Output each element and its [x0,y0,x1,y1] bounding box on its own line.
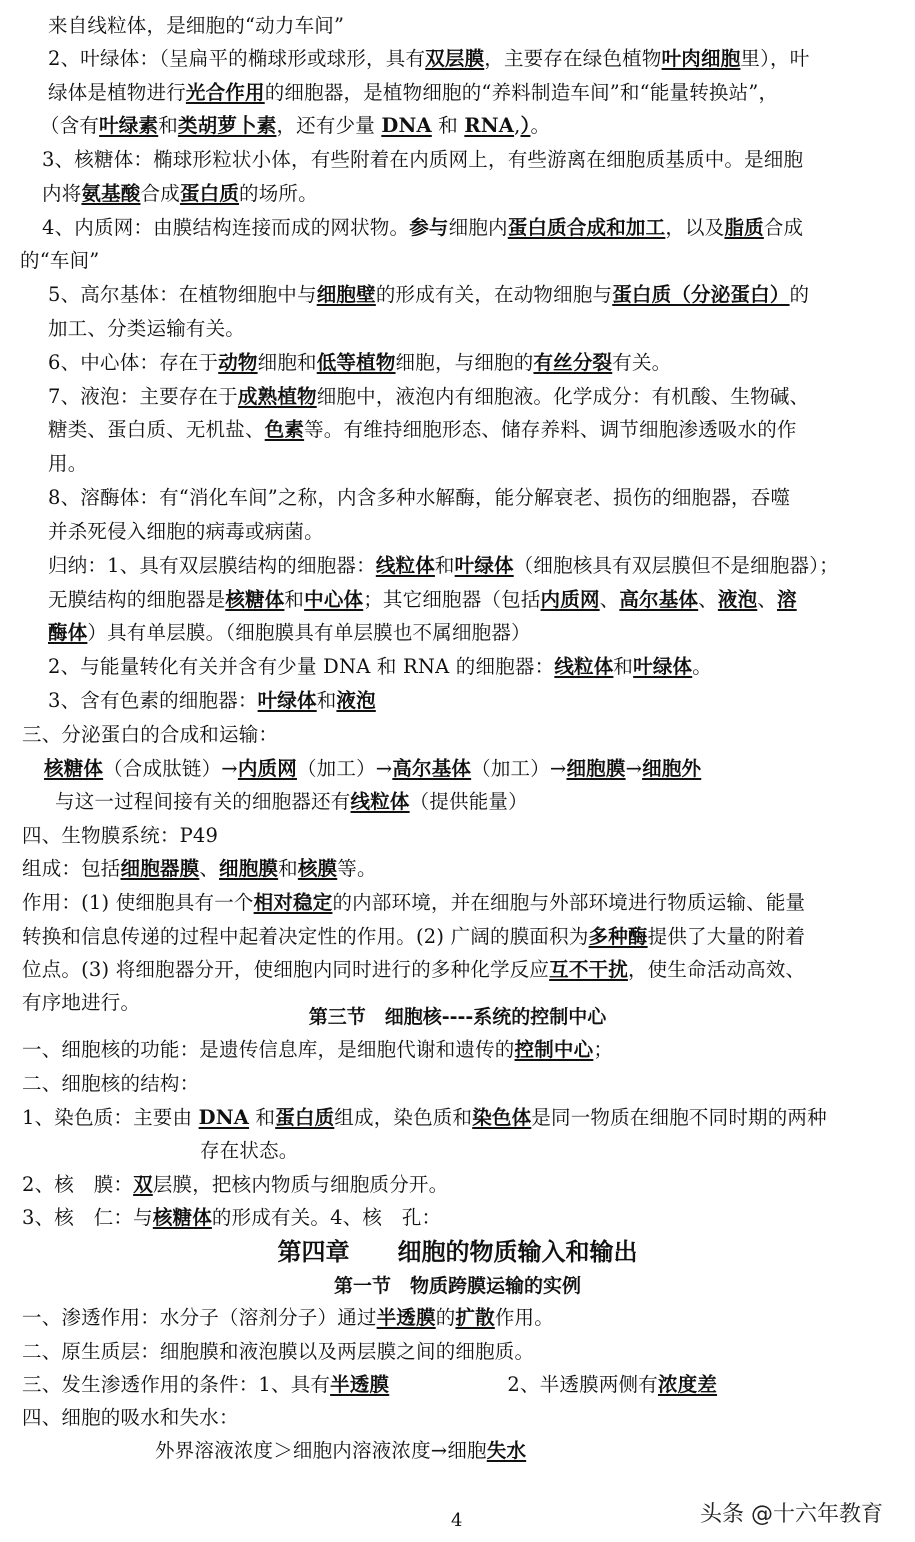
text-segment: 无膜结构的细胞器是 [48,588,226,611]
text-line [155,1437,526,1465]
text-segment: 。 [692,655,712,678]
text-segment: 来自线粒体，是细胞的“动力车间” [48,14,345,37]
text-segment: 、 [757,588,777,611]
text-line [48,653,712,681]
text-line [22,855,377,883]
text-segment: ，使生命活动高效、 [627,958,806,981]
key-term: RNA [464,114,515,137]
text-segment: 的 [435,1306,456,1329]
text-line [48,79,778,107]
text-line [48,687,376,715]
text-line [48,586,797,614]
text-segment: 层膜，把核内物质与细胞质分开。 [152,1173,449,1196]
text-segment: 3、含有色素的细胞器： [48,689,258,712]
text-line [55,788,528,816]
text-line [42,214,803,242]
text-segment: 四、细胞的吸水和失水： [22,1406,239,1429]
text-segment: 和 [431,114,465,137]
key-term: 互不干扰 [549,958,628,981]
text-segment: 提供了大量的附着 [647,925,806,948]
text-segment: 里），叶 [740,47,810,70]
key-term: 半透膜 [376,1306,436,1329]
text-segment: 的 [789,283,810,306]
text-segment: 并杀死侵入细胞的病毒或病菌。 [48,520,324,543]
text-segment: ，主要存在绿色植物 [484,47,662,70]
text-segment: 、 [199,857,220,880]
key-term: 高尔基体 [392,757,472,780]
text-segment: ；其它细胞器（包括 [363,588,541,611]
text-segment: 合成 [140,182,180,205]
text-segment: （细胞核具有双层膜但不是细胞器）； [513,554,839,577]
text-segment: 三、分泌蛋白的合成和运输： [22,723,279,746]
key-term: 内质网 [237,757,297,780]
text-line [22,1304,554,1332]
text-segment: 等。有维持细胞形态、储存养料、调节细胞渗透吸水的作 [304,418,797,441]
text-segment: （提供能量） [409,790,528,813]
key-term: 控制中心 [514,1038,594,1061]
key-term: 内质网 [540,588,600,611]
text-line [22,1404,239,1432]
text-line [20,247,99,275]
text-line [48,315,245,343]
key-term: 动物 [218,351,258,374]
key-term: 扩散 [455,1306,495,1329]
text-segment: 作用：(1) 使细胞具有一个 [22,891,254,914]
text-segment: 有关。 [612,351,672,374]
text-line [22,1104,827,1132]
text-segment: 和 [613,655,634,678]
text-segment: 是同一物质在细胞不同时期的两种 [531,1106,827,1129]
text-segment: 和 [434,554,455,577]
key-term: 叶肉细胞 [661,47,741,70]
text-segment: 和 [284,588,305,611]
text-line [22,923,805,951]
key-term: 线粒体 [350,790,410,813]
key-term: 细胞器膜 [120,857,200,880]
text-segment: （合成肽链）→ [103,757,238,780]
text-segment: 的“车间” [20,249,100,272]
key-term: 细胞膜 [566,757,626,780]
text-segment: 绿体是植物进行 [48,81,186,104]
text-line [22,889,805,917]
key-term: 脂质 [724,216,764,239]
text-line [48,45,809,73]
text-line [48,416,797,444]
key-term: 成熟植物 [237,385,317,408]
key-term: 多种酶 [588,925,648,948]
text-segment: 的场所。 [239,182,318,205]
key-term: 双 [133,1173,153,1196]
text-segment: 和 [249,1106,276,1129]
text-line [22,1371,717,1399]
text-segment: 位点。(3) 将细胞器分开，使细胞内同时进行的多种化学反应 [22,958,550,981]
text-segment: 细胞内 [448,216,508,239]
key-term: 溶 [776,588,797,611]
key-term: 细胞壁 [316,283,376,306]
text-segment: 一、渗透作用：水分子（溶剂分子）通过 [22,1306,377,1329]
text-line [22,956,805,984]
key-term: DNA [381,114,432,137]
text-segment: 存在状态。 [200,1139,299,1162]
key-term: 氨基酸 [81,182,141,205]
key-term: 液泡 [336,689,376,712]
text-segment: 内将 [42,182,82,205]
text-segment: 、 [698,588,718,611]
key-term: 线粒体 [375,554,435,577]
text-segment: ）具有单层膜。（细胞膜具有单层膜也不属细胞器） [87,621,531,644]
text-segment: 外界溶液浓度＞细胞内溶液浓度→细胞 [155,1439,487,1462]
text-segment: 有序地进行。 [22,991,141,1014]
text-segment: 的内部环境，并在细胞与外部环境进行物质运输、能量 [332,891,806,914]
key-term: 蛋白质合成和加工 [507,216,666,239]
text-segment: 二、细胞核的结构： [22,1072,200,1095]
key-term: 有丝分裂 [533,351,613,374]
text-segment: 合成 [763,216,804,239]
text-line [22,1070,199,1098]
key-term: 色素 [264,418,305,441]
text-segment: 2、半透膜两侧有 [389,1373,658,1396]
text-line [48,281,809,309]
key-term: 染色体 [472,1106,532,1129]
key-term: 叶绿体 [257,689,317,712]
bold-text: 参与 [409,216,449,239]
text-segment: 5、高尔基体：在植物细胞中与 [48,283,317,306]
text-segment: ； [593,1038,614,1061]
key-term: 类胡萝卜素 [177,114,277,137]
page-number: 4 [451,1510,463,1531]
text-segment: 、 [599,588,620,611]
text-line [22,1204,441,1232]
text-line [42,180,318,208]
section-heading: 第一节 物质跨膜运输的实例 [333,1275,581,1297]
text-line [48,12,344,40]
text-segment: 细胞中，液泡内有细胞液。化学成分：有机酸、生物碱、 [316,385,810,408]
key-term: 低等植物 [316,351,396,374]
text-line [40,112,550,140]
text-segment: 和 [316,689,337,712]
text-segment: 2、叶绿体：（呈扁平的椭球形或球形，具有 [48,47,426,70]
text-segment: 7、液泡：主要存在于 [48,385,238,408]
text-segment: 6、中心体：存在于 [48,351,219,374]
text-line [48,484,790,512]
text-segment: 一、细胞核的功能：是遗传信息库，是细胞代谢和遗传的 [22,1038,515,1061]
key-term: 蛋白质 [179,182,240,205]
key-term: 中心体 [304,588,364,611]
key-term: 核糖体 [44,757,104,780]
watermark: 头条 @十六年教育 [700,1502,883,1527]
key-term: 核糖体 [225,588,285,611]
text-segment: 2、核 膜： [22,1173,134,1196]
text-line [22,822,218,850]
text-segment: 细胞，与细胞的 [395,351,534,374]
key-term: 液泡 [717,588,758,611]
text-line [22,1338,534,1366]
text-segment: 作用。 [494,1306,554,1329]
key-term: 相对稳定 [253,891,333,914]
key-term: 酶体 [48,621,88,644]
text-line [48,552,839,580]
text-segment: （加工）→ [471,757,567,780]
text-segment: 3、核 仁：与 [22,1206,153,1229]
text-segment: 的细胞器，是植物细胞的“养料制造车间”和“能量转换站”， [264,81,779,104]
text-line [48,383,809,411]
text-segment: 8、溶酶体：有“消化车间”之称，内含多种水解酶，能分解衰老、损伤的细胞器，吞噬 [48,486,791,509]
key-term: DNA [198,1106,250,1129]
text-line [22,1036,613,1064]
text-segment: 与这一过程间接有关的细胞器还有 [55,790,351,813]
text-line [48,619,531,647]
chapter-heading: 第四章 细胞的物质输入和输出 [277,1238,638,1266]
key-term: 核糖体 [152,1206,212,1229]
text-segment: 4、内质网：由膜结构连接而成的网状物。 [42,216,410,239]
text-segment: 和 [158,114,178,137]
text-segment: 组成，染色质和 [334,1106,473,1129]
text-segment: 和 [278,857,298,880]
key-term: 核膜 [297,857,338,880]
text-segment: ，以及 [665,216,725,239]
text-segment: 的形成有关。4、核 孔： [211,1206,442,1229]
text-segment: 细胞和 [257,351,317,374]
key-term: 光合作用 [185,81,265,104]
text-segment: ，还有少量 [276,114,382,137]
section-heading: 第三节 细胞核----系统的控制中心 [308,1006,607,1028]
text-segment: 。 [530,114,551,137]
text-segment: 二、原生质层：细胞膜和液泡膜以及两层膜之间的细胞质。 [22,1340,535,1363]
text-segment: , [514,114,521,137]
text-segment: 2、与能量转化有关并含有少量 DNA 和 RNA 的细胞器： [48,655,555,678]
key-term: 线粒体 [554,655,614,678]
text-segment: 归纳：1、具有双层膜结构的细胞器： [48,554,376,577]
key-term: 叶绿体 [633,655,693,678]
text-segment: 加工、分类运输有关。 [48,317,246,340]
text-line [44,755,701,783]
text-segment: 糖类、蛋白质、无机盐、 [48,418,265,441]
text-segment: 四、生物膜系统：P49 [22,824,219,847]
key-term: ） [520,114,531,137]
text-line [200,1137,299,1165]
key-term: 细胞膜 [219,857,279,880]
key-term: 高尔基体 [619,588,699,611]
text-segment: 的形成有关，在动物细胞与 [375,283,613,306]
text-segment: 等。 [337,857,377,880]
key-term: 叶绿素 [99,114,159,137]
key-term: 失水 [486,1439,527,1462]
key-term: 叶绿体 [454,554,514,577]
text-segment: → [625,757,643,780]
key-term: 半透膜 [330,1373,390,1396]
text-segment: 3、核糖体：椭球形粒状小体，有些附着在内质网上，有些游离在细胞质基质中。是细胞 [42,148,804,171]
text-line [48,450,87,478]
text-segment: 组成：包括 [22,857,121,880]
text-segment: 转换和信息传递的过程中起着决定性的作用。(2) 广阔的膜面积为 [22,925,589,948]
text-line [42,146,803,174]
key-term: 浓度差 [657,1373,718,1396]
text-segment: 三、发生渗透作用的条件：1、具有 [22,1373,331,1396]
text-segment: 1、染色质：主要由 [22,1106,199,1129]
text-segment: 用。 [48,452,88,475]
text-line [22,1171,448,1199]
key-term: 蛋白质 [275,1106,335,1129]
text-line [48,518,324,546]
key-term: 双层膜 [425,47,485,70]
key-term: 细胞外 [642,757,702,780]
text-segment: （加工）→ [296,757,393,780]
key-term: 蛋白质（分泌蛋白） [612,283,790,306]
text-line [22,721,278,749]
text-line [48,349,671,377]
text-segment: （含有 [40,114,100,137]
